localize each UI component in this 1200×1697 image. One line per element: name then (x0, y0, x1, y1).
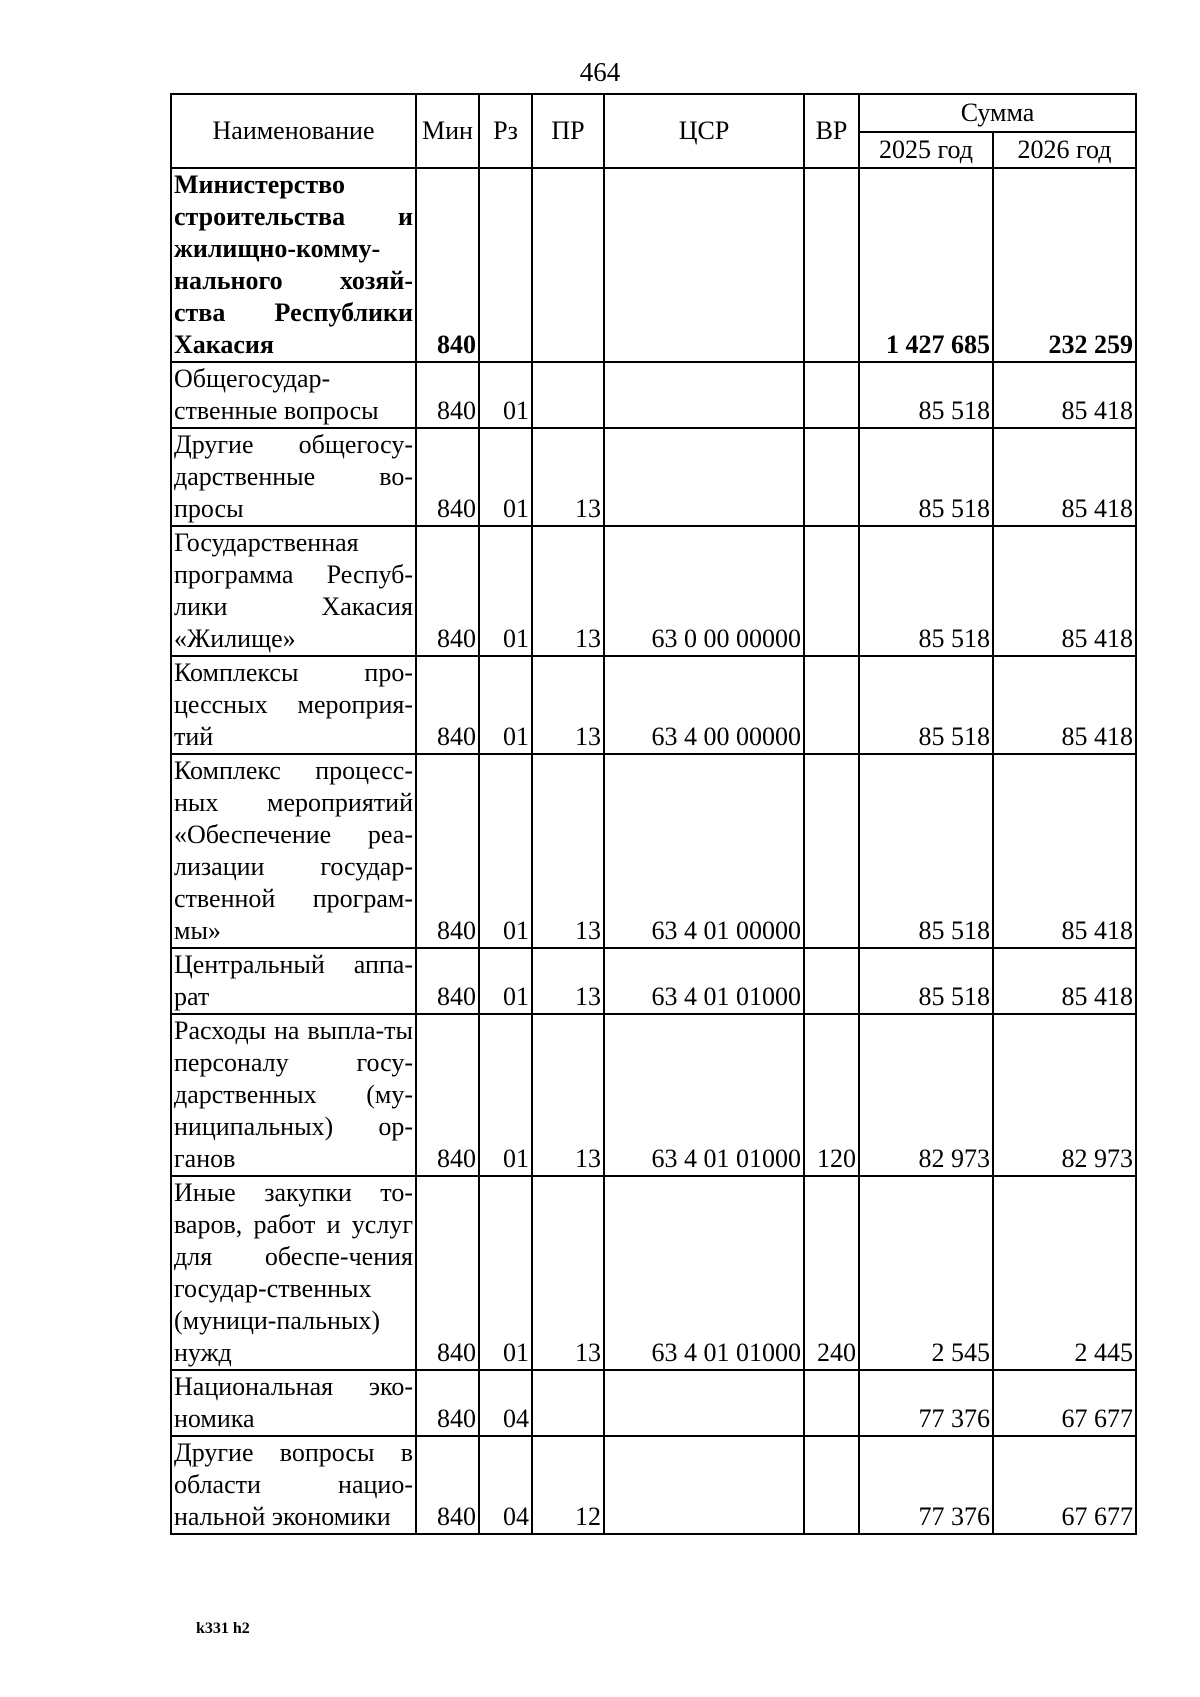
row-min: 840 (416, 526, 479, 656)
row-2026: 67 677 (993, 1436, 1136, 1534)
table-row (171, 1014, 1136, 1176)
row-2025: 85 518 (859, 754, 993, 948)
row-vr (804, 656, 859, 754)
table-row (171, 168, 1136, 362)
row-2026: 85 418 (993, 428, 1136, 526)
header-2026: 2026 год (993, 132, 1136, 168)
row-rz: 01 (479, 526, 532, 656)
row-vr: 240 (804, 1176, 859, 1370)
table-row (171, 428, 1136, 526)
row-vr (804, 1436, 859, 1534)
row-vr (804, 428, 859, 526)
row-min: 840 (416, 1436, 479, 1534)
header-2025: 2025 год (859, 132, 993, 168)
row-2025: 85 518 (859, 428, 993, 526)
row-name: Другие вопросы в области нацио-нальной экономики (171, 1436, 416, 1534)
row-name: Национальная эко-номика (171, 1370, 416, 1436)
row-2026: 82 973 (993, 1014, 1136, 1176)
row-pr (532, 1370, 604, 1436)
page-number: 464 (579, 57, 621, 87)
row-name: Иные закупки то-варов, работ и услуг для обеспе-чения государ-ственных (муници-пальных) нужд (171, 1176, 416, 1370)
row-vr (804, 526, 859, 656)
row-min: 840 (416, 948, 479, 1014)
row-rz: 01 (479, 362, 532, 428)
row-2025: 77 376 (859, 1436, 993, 1534)
row-name: Другие общегосу-дарственные во-просы (171, 428, 416, 526)
row-2026: 85 418 (993, 526, 1136, 656)
row-2025: 85 518 (859, 526, 993, 656)
row-rz: 04 (479, 1370, 532, 1436)
row-2026: 85 418 (993, 362, 1136, 428)
row-2026: 67 677 (993, 1370, 1136, 1436)
table-row (171, 948, 1136, 1014)
row-csr: 63 4 01 01000 (604, 948, 804, 1014)
row-csr (604, 362, 804, 428)
row-vr (804, 362, 859, 428)
row-min: 840 (416, 754, 479, 948)
row-2026: 85 418 (993, 656, 1136, 754)
header-sum: Сумма (859, 94, 1136, 132)
row-rz: 04 (479, 1436, 532, 1534)
row-csr: 63 0 00 00000 (604, 526, 804, 656)
row-vr (804, 1370, 859, 1436)
row-name: Государственная программа Респуб-лики Хакасия «Жилище» (171, 526, 416, 656)
row-rz: 01 (479, 754, 532, 948)
row-csr (604, 1370, 804, 1436)
row-rz: 01 (479, 428, 532, 526)
row-2026: 85 418 (993, 948, 1136, 1014)
row-csr: 63 4 01 01000 (604, 1176, 804, 1370)
row-min: 840 (416, 428, 479, 526)
row-pr: 12 (532, 1436, 604, 1534)
table-row (171, 526, 1136, 656)
row-name: Расходы на выпла-ты персоналу госу-дарственных (му-ниципальных) ор-ганов (171, 1014, 416, 1176)
row-vr: 120 (804, 1014, 859, 1176)
row-csr: 63 4 01 01000 (604, 1014, 804, 1176)
row-min: 840 (416, 362, 479, 428)
row-pr: 13 (532, 948, 604, 1014)
row-rz: 01 (479, 1176, 532, 1370)
header-name: Наименование (171, 94, 416, 168)
row-min: 840 (416, 1176, 479, 1370)
row-vr (804, 168, 859, 362)
budget-table (170, 93, 1137, 1535)
row-name: Комплексы про-цессных мероприя-тий (171, 656, 416, 754)
row-rz: 01 (479, 1014, 532, 1176)
row-pr (532, 362, 604, 428)
row-rz: 01 (479, 948, 532, 1014)
row-min: 840 (416, 168, 479, 362)
header-csr: ЦСР (604, 94, 804, 168)
table-row (171, 656, 1136, 754)
row-2025: 2 545 (859, 1176, 993, 1370)
row-pr (532, 168, 604, 362)
row-2025: 85 518 (859, 948, 993, 1014)
row-min: 840 (416, 1370, 479, 1436)
row-pr: 13 (532, 526, 604, 656)
row-2025: 85 518 (859, 656, 993, 754)
row-pr: 13 (532, 428, 604, 526)
table-row (171, 1370, 1136, 1436)
table-row (171, 362, 1136, 428)
footer-code: k331 h2 (196, 1620, 250, 1637)
row-2025: 85 518 (859, 362, 993, 428)
row-vr (804, 948, 859, 1014)
table-row (171, 1436, 1136, 1534)
row-name: Комплекс процесс-ных мероприятий «Обеспечение реа-лизации государ-ственной програм-мы» (171, 754, 416, 948)
row-min: 840 (416, 656, 479, 754)
row-pr: 13 (532, 754, 604, 948)
table-row (171, 1176, 1136, 1370)
row-csr (604, 1436, 804, 1534)
row-name: Общегосудар-ственные вопросы (171, 362, 416, 428)
row-vr (804, 754, 859, 948)
row-min: 840 (416, 1014, 479, 1176)
header-pr: ПР (532, 94, 604, 168)
header-min: Мин (416, 94, 479, 168)
table-header (171, 94, 1136, 168)
header-vr: ВР (804, 94, 859, 168)
row-csr: 63 4 01 00000 (604, 754, 804, 948)
row-2025: 1 427 685 (859, 168, 993, 362)
table-row (171, 754, 1136, 948)
row-csr (604, 168, 804, 362)
row-csr (604, 428, 804, 526)
row-2025: 77 376 (859, 1370, 993, 1436)
row-pr: 13 (532, 1176, 604, 1370)
row-rz: 01 (479, 656, 532, 754)
row-rz (479, 168, 532, 362)
row-2025: 82 973 (859, 1014, 993, 1176)
header-rz: Рз (479, 94, 532, 168)
row-name: Министерство строительства и жилищно-комму-нального хозяй-ства Республики Хакасия (171, 168, 416, 362)
row-pr: 13 (532, 656, 604, 754)
row-csr: 63 4 00 00000 (604, 656, 804, 754)
row-2026: 232 259 (993, 168, 1136, 362)
row-2026: 85 418 (993, 754, 1136, 948)
row-2026: 2 445 (993, 1176, 1136, 1370)
row-pr: 13 (532, 1014, 604, 1176)
row-name: Центральный аппа-рат (171, 948, 416, 1014)
